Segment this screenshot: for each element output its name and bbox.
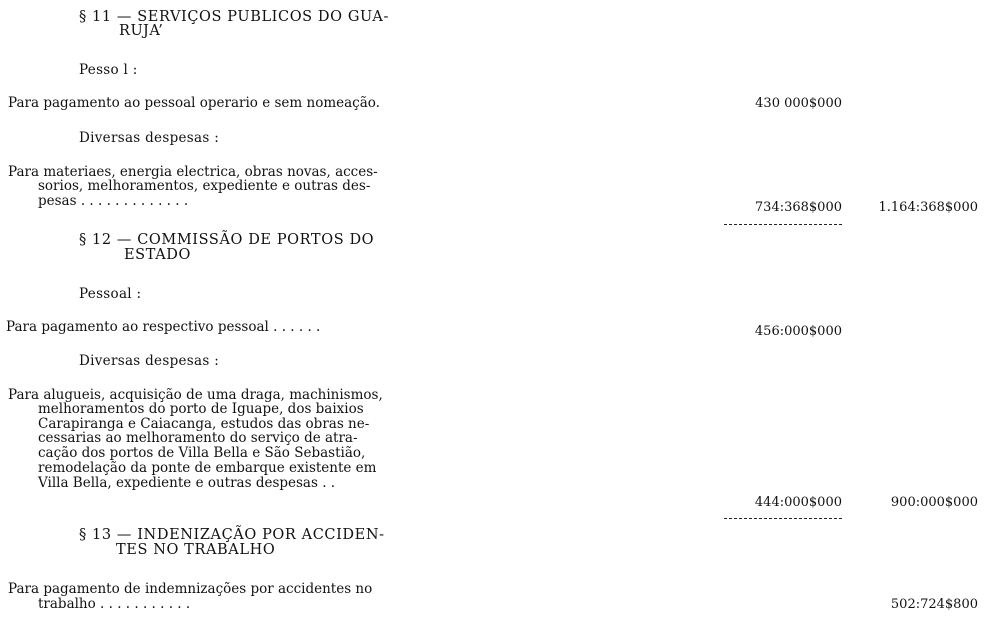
section-12-despesas-item-line7: Villa Bella, expediente e outras despesas . . xyxy=(38,475,336,491)
section-12-heading-line2: ESTADO xyxy=(124,247,191,263)
section-12-pessoal-item-line1: Para pagamento ao respectivo pessoal . . . . . . xyxy=(6,319,321,335)
section-11-despesas-item-line2: sorios, melhoramentos, expediente e outras des- xyxy=(38,178,371,194)
section-13-heading-line2: TES NO TRABALHO xyxy=(116,542,276,558)
section-12-despesas-item-line2: melhoramentos do porto de Iguape, dos baixios xyxy=(38,401,364,417)
section-12-despesas-item-line1: Para alugueis, acquisição de uma draga, machinismos, xyxy=(8,387,383,403)
section-12-despesas-item-line3: Carapiranga e Caiacanga, estudos das obras ne- xyxy=(38,416,370,432)
section-11-pessoal-amount: 430 000$000 xyxy=(755,96,842,111)
section-11-heading-line2: RUJA’ xyxy=(119,23,164,39)
section-12-despesas-amount: 444:000$000 xyxy=(754,495,842,510)
section-13-item-line1: Para pagamento de indemnizações por accidentes no xyxy=(8,581,373,597)
section-11-despesas-item-line3: pesas . . . . . . . . . . . . . xyxy=(38,193,189,209)
section-12-heading-line1: § 12 — COMMISSÃO DE PORTOS DO xyxy=(79,232,375,248)
section-12-despesas-item-line6: remodelação da ponte de embarque existente em xyxy=(38,460,377,476)
section-12-total: 900:000$000 xyxy=(890,495,978,510)
section-11-despesas-amount: 734:368$000 xyxy=(754,200,842,215)
section-11-despesas-item-line1: Para materiaes, energia electrica, obras novas, acces- xyxy=(8,164,378,180)
section-12-pessoal-label: Pessoal : xyxy=(79,286,142,302)
section-11-subtotal-rule xyxy=(724,224,842,225)
section-13-heading-line1: § 13 — INDENIZAÇÃO POR ACCIDEN- xyxy=(79,527,385,543)
section-12-despesas-label: Diversas despesas : xyxy=(79,353,220,369)
section-11-total: 1.164:368$000 xyxy=(878,200,978,215)
section-12-subtotal-rule xyxy=(724,518,842,519)
section-11-heading-line1: § 11 — SERVIÇOS PUBLICOS DO GUA- xyxy=(79,9,389,25)
section-12-despesas-item-line4: cessarias ao melhoramento do serviço de atra- xyxy=(38,430,358,446)
section-11-pessoal-item-line1: Para pagamento ao pessoal operario e sem nomeação. xyxy=(8,95,380,111)
section-12-pessoal-amount: 456:000$000 xyxy=(754,324,842,339)
section-12-despesas-item-line5: cação dos portos de Villa Bella e São Sebastião, xyxy=(38,445,366,461)
section-11-pessoal-label: Pesso l : xyxy=(79,62,138,78)
section-11-despesas-label: Diversas despesas : xyxy=(79,130,220,146)
section-13-item-line2: trabalho . . . . . . . . . . . xyxy=(38,596,191,612)
section-13-total: 502:724$800 xyxy=(890,597,978,612)
